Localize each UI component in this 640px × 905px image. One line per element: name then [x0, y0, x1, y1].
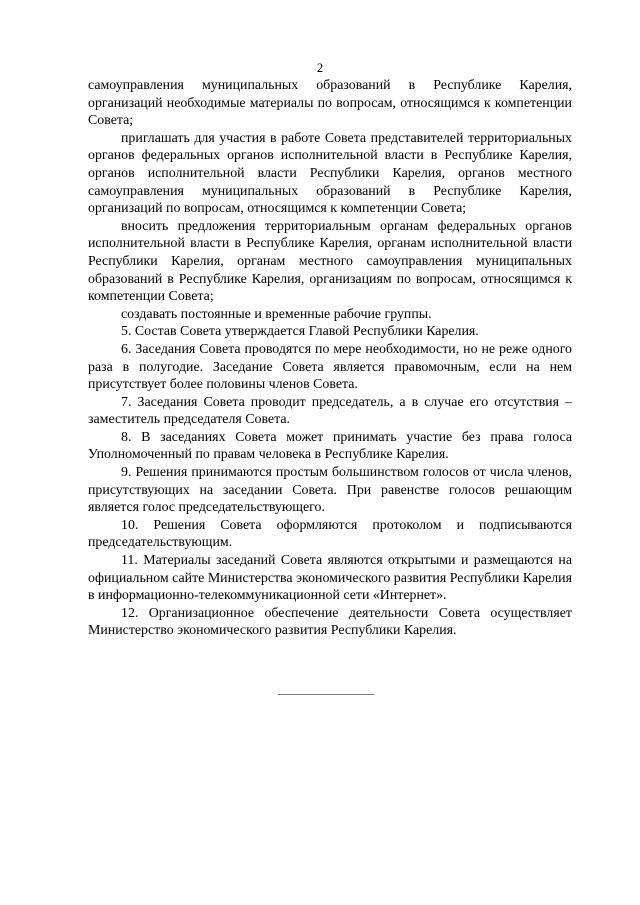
paragraph-item-5: 5. Состав Совета утверждается Главой Республики Карелия. [121, 324, 479, 340]
paragraph-item-12: 12. Организационное обеспечение деятельности Совета осуществляет Министерство экономического развития Республики Карелия. [88, 605, 572, 639]
paragraph-item-9: 9. Решения принимаются простым большинством голосов от числа членов, присутствующих на заседании Совета. При равенстве голосов решающим является голос председательствующего. [88, 465, 572, 516]
paragraph-item-11: 11. Материалы заседаний Совета являются открытыми и размещаются на официальном сайте Министерства экономического развития Республики Карелия в информационно-телекоммуникационной сети «Интернет». [88, 553, 573, 604]
page-number: 2 [316, 61, 324, 75]
paragraph-item-6: 6. Заседания Совета проводятся по мере необходимости, но не реже одного раза в полугодие. Заседание Совета является правомочным, если на нем присутствует более половины членов Совета. [88, 341, 572, 393]
paragraph-item-8: 8. В заседаниях Совета может принимать участие без права голоса Уполномоченный по правам человека в Республике Карелия. [88, 429, 572, 463]
paragraph-continuation: самоуправления муниципальных образований в Республике Карелия, организаций необходимые материалы по вопросам, относящимся к компетенции Совета; [88, 78, 572, 129]
paragraph-create-working-groups: создавать постоянные и временные рабочие группы. [121, 306, 432, 322]
document-body [88, 77, 572, 640]
paragraph-invite-representatives: приглашать для участия в работе Совета представителей территориальных органов федеральных органов исполнительной власти в Республике Карелия, органов исполнительной власти Республики Карелия, органов местного самоуправления муниципальных образований в Республике Карелия, организаций по вопросам, относящимся к компетенции Совета; [88, 130, 572, 217]
paragraph-item-10: 10. Решения Совета оформляются протоколом и подписываются председательствующим. [88, 517, 572, 551]
paragraph-item-7: 7. Заседания Совета проводит председатель, а в случае его отсутствия – заместитель председателя Совета. [88, 394, 572, 428]
end-divider [278, 694, 374, 695]
paragraph-submit-proposals: вносить предложения территориальным органам федеральных органов исполнительной власти в Республике Карелия, органам исполнительной власти Республики Карелия, органам местного самоуправления муниципальных образований в Республике Карелия, организациям по вопросам, относящимся к компетенции Совета; [88, 218, 572, 305]
